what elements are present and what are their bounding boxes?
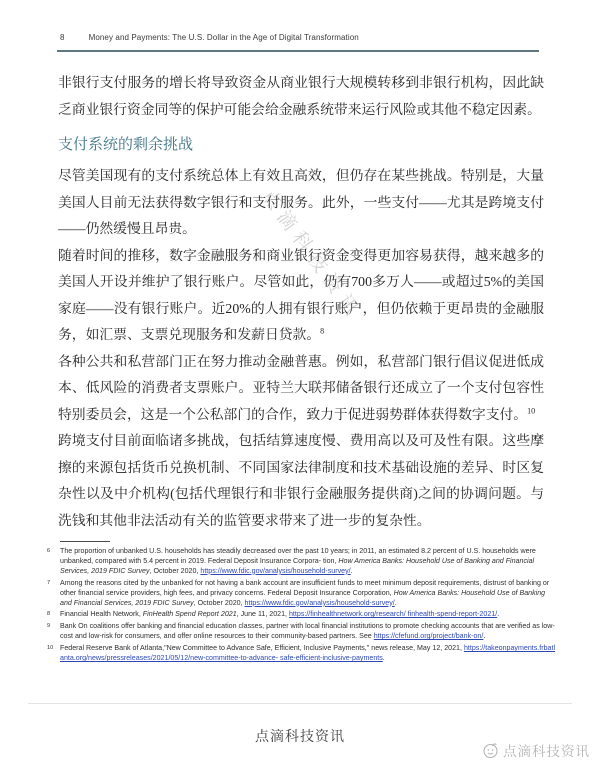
diandi-logo-icon bbox=[482, 742, 499, 759]
footnote-separator bbox=[60, 541, 110, 542]
text-run: The proportion of unbanked U.S. households has steadily decreased over the past 10 years; in 2011, an estimated 8.2 percent of U.S. households were unbanked, compared with 5.4 percent in 2019. Federal Deposit Insurance Corpora- tion, bbox=[60, 547, 536, 565]
text-run: 非银行支付服务的增长将导致资金从商业银行大规模转移到非银行机构，因此缺乏商业银行资金同等的保护可能会给金融系统带来运行风险或其他不稳定因素。 bbox=[58, 75, 544, 117]
text-run: Federal Reserve Bank of Atlanta,"New Committee to Advance Safe, Efficient, Inclusive Payments," news release, May 12, 2021, bbox=[60, 644, 464, 653]
footnote-link[interactable]: https://takeonpayments.frbatlanta.org/news/pressreleases/2021/05/12/new-committee-to-advance- safe-efficient-inclusive-payments bbox=[60, 644, 556, 663]
body-paragraphs bbox=[58, 163, 544, 534]
footnote-link[interactable]: https://finhealthnetwork.org/research/ finhealth-spend-report-2021/ bbox=[288, 610, 498, 619]
work-title: FinHealth Spend Report 2021 bbox=[142, 610, 237, 619]
paragraph bbox=[58, 70, 544, 123]
text-run: , June 11, 2021, bbox=[236, 610, 289, 619]
paragraph bbox=[58, 243, 544, 349]
footnote-number: 10 bbox=[47, 645, 54, 652]
footnote bbox=[45, 644, 557, 664]
footnote-link[interactable]: https://www.fdic.gov/analysis/household-survey/ bbox=[244, 598, 395, 607]
text-run: 各种公共和私营部门正在努力推动金融普惠。例如，私营部门银行倡议促进低成本、低风险的消费者支票账户。亚特兰大联邦储备银行还成立了一个支付包容性特别委员会，这是一个公私部门的合作，致力于促进弱势群体获得数字支付。 bbox=[58, 353, 544, 422]
text-run: , October 2020, bbox=[193, 598, 245, 607]
footnote-reference: 8 bbox=[320, 326, 325, 336]
header-title: Money and Payments: The U.S. Dollar in the Age of Digital Transformation bbox=[88, 33, 359, 42]
paragraph bbox=[58, 428, 544, 534]
text-run: . bbox=[483, 632, 486, 641]
text-run: 跨境支付目前面临诸多挑战，包括结算速度慢、费用高以及可及性有限。这些摩擦的来源包括货币兑换机制、不同国家法律制度和技术基础设施的差异、时区复杂性以及中介机构(包括代理银行和非银行金融服务提供商)之间的协调问题。与洗钱和其他非法活动有关的监管要求带来了进一步的复杂性。 bbox=[58, 433, 544, 528]
footnote-link[interactable]: https://www.fdic.gov/analysis/household-survey/ bbox=[200, 566, 351, 575]
footnote bbox=[45, 622, 557, 642]
page-content bbox=[47, 70, 556, 666]
text-run: , October 2020, bbox=[149, 566, 201, 575]
footnote-number: 6 bbox=[47, 548, 51, 554]
footnote-number: 7 bbox=[47, 579, 51, 586]
text-run: . bbox=[497, 610, 500, 619]
text-run: 尽管美国现有的支付系统总体上有效且高效，但仍存在某些挑战。特别是，大量美国人目前无法获得数字银行和支付服务。此外，一些支付——尤其是跨境支付——仍然缓慢且昂贵。 bbox=[58, 168, 544, 236]
text-run: 随着时间的推移，数字金融服务和商业银行资金变得更加容易获得，越来越多的美国人开设并维护了银行账户。尽管如此，仍有700多万人——或超过5%的美国家庭——没有银行账户。近20%的人拥有银行账户，但仍依赖于更昂贵的金融服务，如汇票、支票兑现服务和发薪日贷款。 bbox=[58, 247, 544, 342]
footnote-text bbox=[60, 547, 557, 577]
paragraph bbox=[58, 349, 544, 429]
work-title: How America Banks: Household Use of Banking and Financial Services, 2019 FDIC Survey bbox=[60, 556, 535, 575]
text-run: Among the reasons cited by the unbanked for not having a bank account are insufficient funds to meet minimum deposit requirements, distrust of banking or other financial service providers, high fees, and privacy concerns. Federal Deposit Insurance Corporation, bbox=[60, 578, 550, 597]
footnote bbox=[45, 610, 557, 620]
footnote bbox=[45, 547, 557, 577]
text-run: . bbox=[394, 598, 397, 607]
work-title: How America Banks: Household Use of Banking and Financial Services, 2019 FDIC Survey bbox=[60, 588, 546, 607]
bottom-right-watermark bbox=[482, 740, 590, 760]
text-run: . bbox=[382, 654, 385, 663]
bottom-divider bbox=[28, 703, 572, 704]
paragraph bbox=[58, 163, 544, 243]
footnote-text bbox=[60, 622, 557, 642]
footnote-number: 9 bbox=[47, 623, 51, 630]
footnote-text bbox=[60, 610, 557, 620]
footnote-link[interactable]: https://cfefund.org/project/bank-on/ bbox=[373, 632, 484, 641]
text-run: Financial Health Network, bbox=[60, 610, 143, 619]
section-heading: 支付系统的剩余挑战 bbox=[58, 137, 194, 153]
footnote bbox=[45, 579, 557, 609]
footnote-text bbox=[60, 579, 557, 609]
page-header bbox=[60, 33, 540, 42]
text-run: . bbox=[350, 566, 353, 575]
footnote-reference: 10 bbox=[527, 405, 536, 415]
header-rule bbox=[57, 50, 539, 52]
intro-paragraphs bbox=[58, 70, 544, 123]
bottom-center-watermark: 点滴科技资讯 bbox=[255, 730, 345, 745]
diagonal-watermark: 点滴科技资讯 bbox=[256, 185, 366, 325]
footnotes bbox=[45, 547, 557, 664]
footnote-text bbox=[60, 644, 557, 664]
page-number: 8 bbox=[60, 33, 65, 42]
text-run: Bank On coalitions offer banking and financial education classes, partner with local financial institutions to promote checking accounts that are verified as low-cost and low-risk for consumers, and offer online resources to their community-based partners. See bbox=[60, 622, 555, 641]
footnote-number: 8 bbox=[47, 611, 51, 618]
bottom-right-watermark-text: 点滴科技资讯 bbox=[503, 744, 590, 759]
